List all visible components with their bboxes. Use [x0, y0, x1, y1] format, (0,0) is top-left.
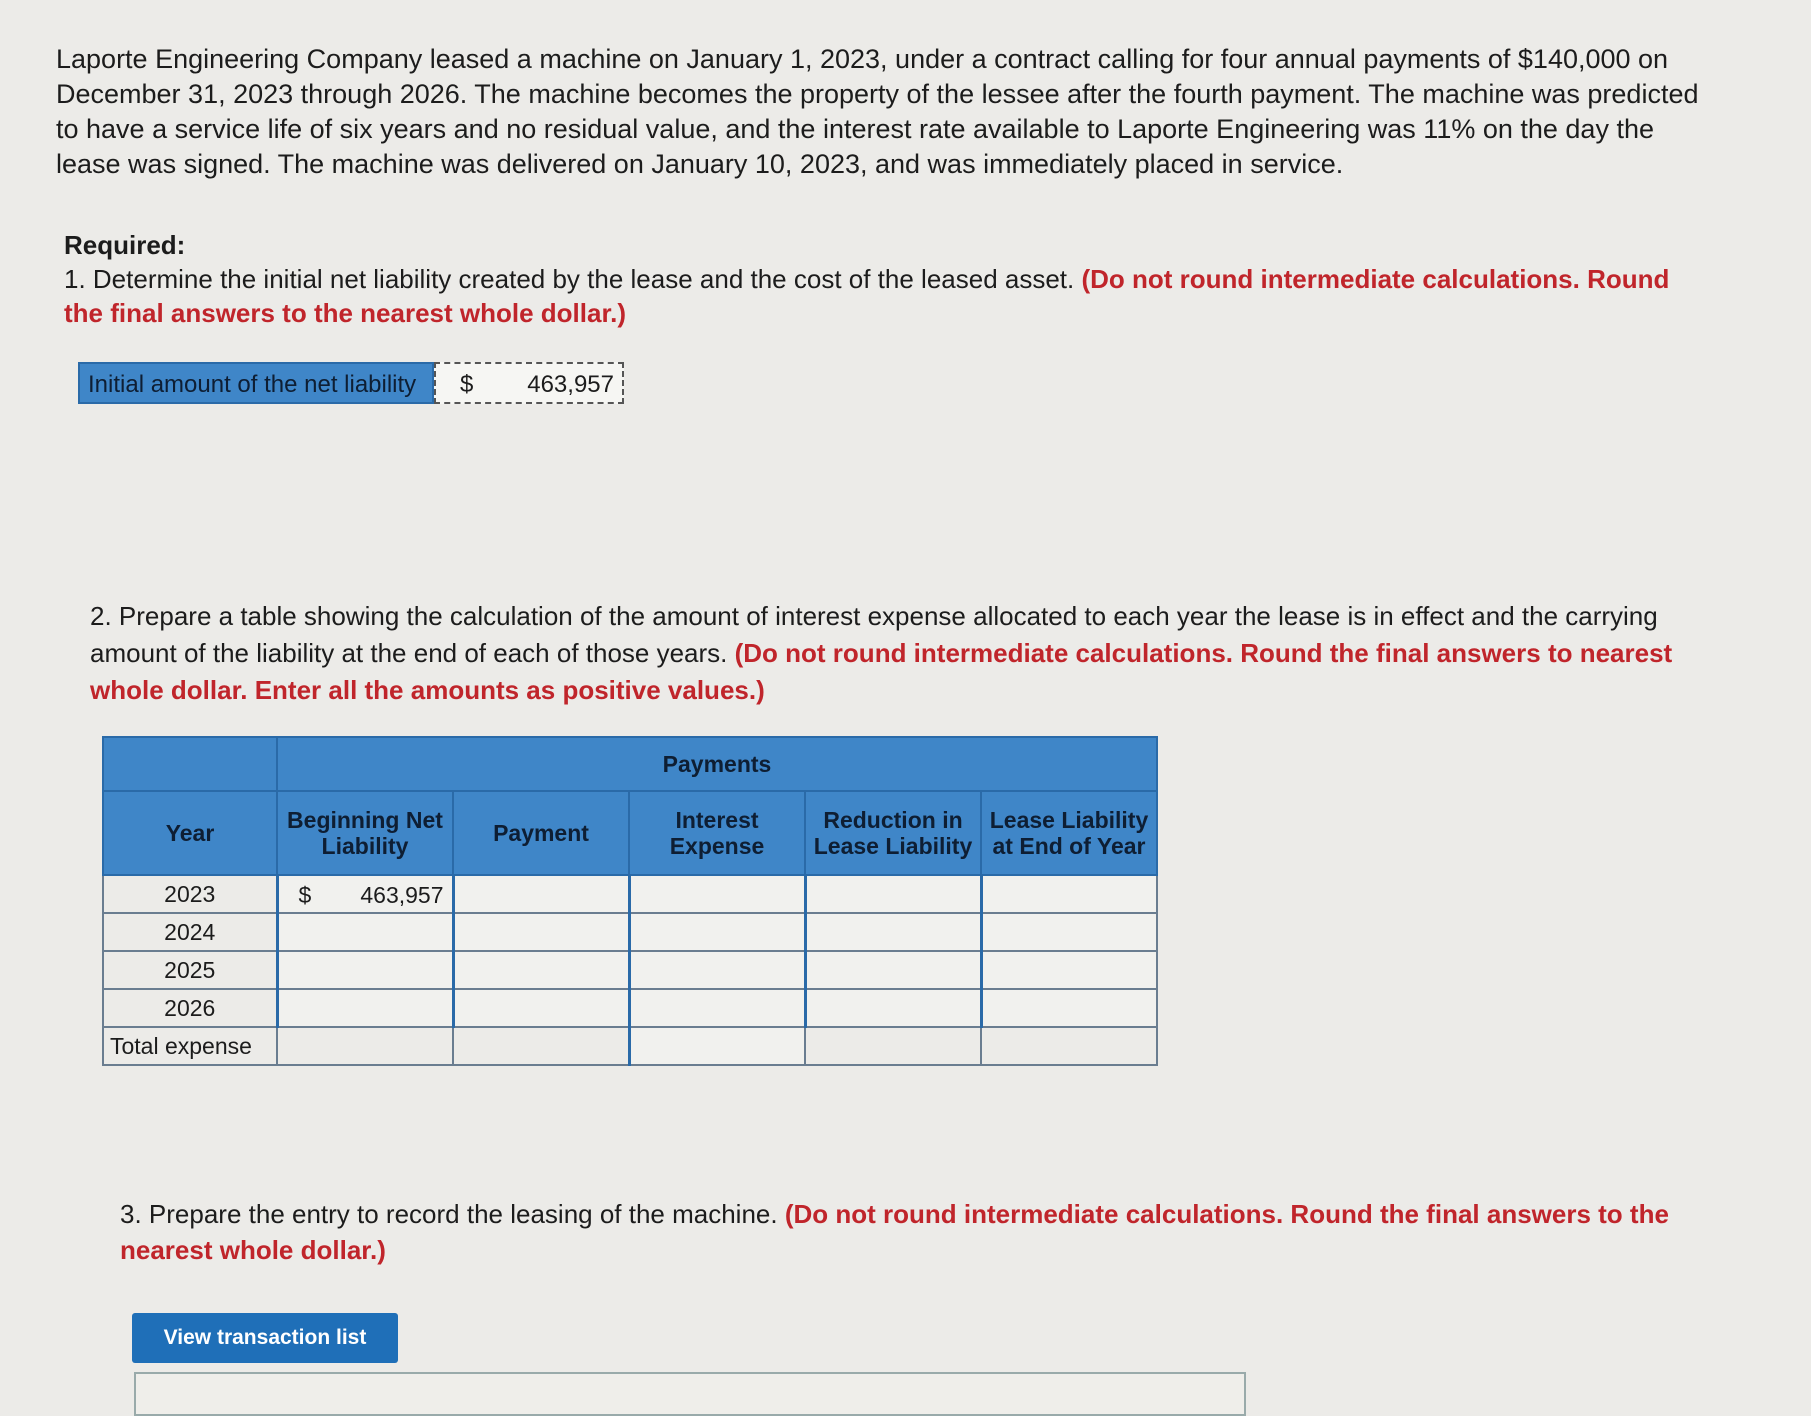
interest-input[interactable]	[629, 875, 805, 913]
required-section	[64, 228, 1704, 330]
interest-input[interactable]	[629, 913, 805, 951]
header-interest: Interest Expense	[629, 791, 805, 875]
header-payment: Payment	[453, 791, 629, 875]
net-liability-label: Initial amount of the net liability	[78, 362, 434, 404]
payment-input[interactable]	[453, 951, 629, 989]
total-interest-input[interactable]	[629, 1027, 805, 1065]
beginning-input[interactable]	[277, 875, 453, 913]
payment-input[interactable]	[453, 989, 629, 1027]
q3-note: (Do not round intermediate calculations. Round the final answers to the nearest whole dollar.)	[120, 1199, 1669, 1265]
question-3	[120, 1196, 1720, 1268]
total-row	[103, 1027, 1157, 1065]
payment-input[interactable]	[453, 875, 629, 913]
total-cell	[453, 1027, 629, 1065]
total-label: Total expense	[103, 1027, 277, 1065]
payment-input[interactable]	[453, 913, 629, 951]
header-ending: Lease Liability at End of Year	[981, 791, 1157, 875]
view-transaction-list-button[interactable]: View transaction list	[132, 1313, 398, 1363]
currency-symbol: $	[298, 882, 312, 908]
year-cell: 2023	[103, 875, 277, 913]
q2-note: (Do not round intermediate calculations. Round the final answers to nearest whole dollar. Enter all the amounts as positive values.)	[90, 638, 1673, 705]
net-liability-input[interactable]	[434, 362, 624, 404]
reduction-input[interactable]	[805, 951, 981, 989]
header-payments: Payments	[277, 737, 1157, 791]
table-row	[103, 989, 1157, 1027]
table-row	[103, 875, 1157, 913]
header-reduction: Reduction in Lease Liability	[805, 791, 981, 875]
table-row	[103, 913, 1157, 951]
interest-input[interactable]	[629, 989, 805, 1027]
ending-input[interactable]	[981, 989, 1157, 1027]
reduction-input[interactable]	[805, 989, 981, 1027]
net-liability-row	[78, 362, 624, 404]
beginning-value: 463,957	[360, 882, 444, 908]
currency-symbol: $	[460, 371, 474, 398]
reduction-input[interactable]	[805, 913, 981, 951]
journal-entry-area	[134, 1372, 1246, 1416]
ending-input[interactable]	[981, 913, 1157, 951]
year-cell: 2026	[103, 989, 277, 1027]
table-row	[103, 951, 1157, 989]
question-2	[90, 598, 1730, 709]
header-year: Year	[103, 791, 277, 875]
q1-note: (Do not round intermediate calculations. Round the final answers to the nearest whole dollar.)	[64, 264, 1670, 328]
required-label: Required:	[64, 230, 186, 260]
net-liability-value: 463,957	[527, 371, 614, 398]
year-cell: 2024	[103, 913, 277, 951]
interest-input[interactable]	[629, 951, 805, 989]
total-cell	[981, 1027, 1157, 1065]
ending-input[interactable]	[981, 875, 1157, 913]
beginning-input[interactable]	[277, 989, 453, 1027]
header-beginning: Beginning Net Liability	[277, 791, 453, 875]
year-cell: 2025	[103, 951, 277, 989]
total-cell	[277, 1027, 453, 1065]
interest-table	[102, 736, 1158, 1066]
reduction-input[interactable]	[805, 875, 981, 913]
q2-text: 2. Prepare a table showing the calculation of the amount of interest expense allocated to each year the lease is in effect and the carrying amount of the liability at the end of each of those years.	[90, 601, 1658, 668]
ending-input[interactable]	[981, 951, 1157, 989]
beginning-input[interactable]	[277, 913, 453, 951]
q1-text: 1. Determine the initial net liability created by the lease and the cost of the leased asset.	[64, 264, 1082, 294]
header-blank	[103, 737, 277, 791]
problem-intro: Laporte Engineering Company leased a machine on January 1, 2023, under a contract calling for four annual payments of $140,000 on December 31, 2023 through 2026. The machine becomes the property of the lessee after the fourth payment. The machine was predicted to have a service life of six years and no residual value, and the interest rate available to Laporte Engineering was 11% on the day the lease was signed. The machine was delivered on January 10, 2023, and was immediately placed in service.	[56, 44, 1699, 179]
total-cell	[805, 1027, 981, 1065]
beginning-input[interactable]	[277, 951, 453, 989]
q3-text: 3. Prepare the entry to record the leasing of the machine.	[120, 1199, 785, 1229]
